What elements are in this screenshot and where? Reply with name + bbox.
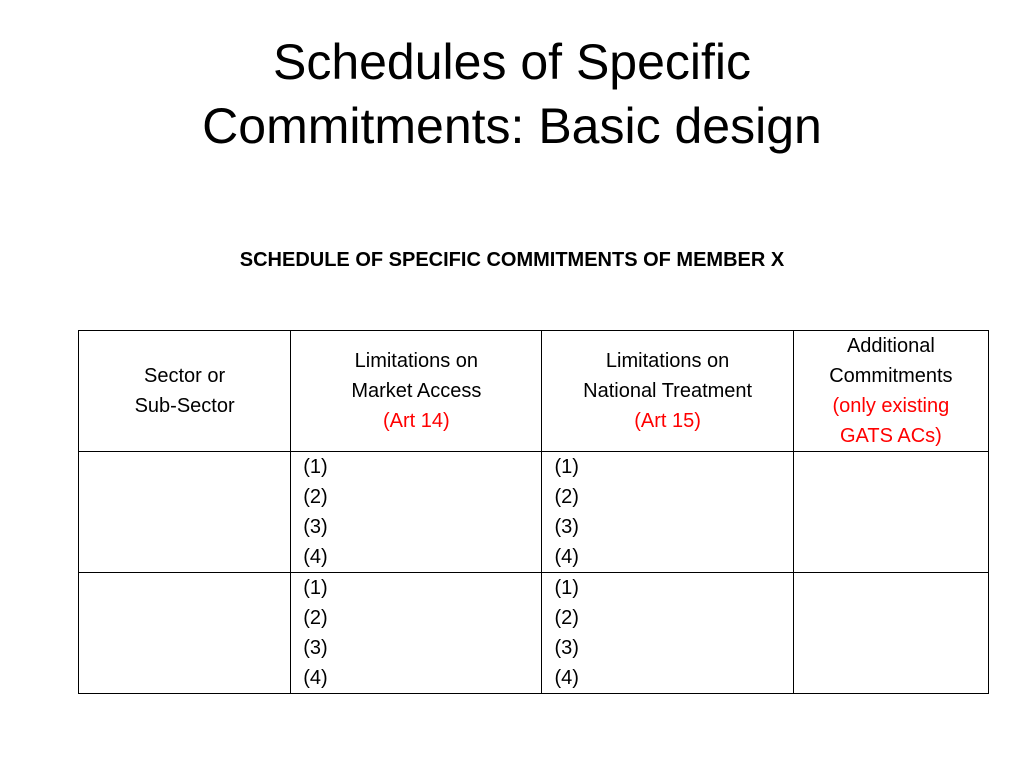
mode-item: (2) [554,607,579,629]
slide-title [0,30,1024,158]
mode-item: (1) [554,456,579,478]
mode-list [542,573,792,693]
sector-cell [79,452,291,573]
mode-item: (3) [303,637,328,659]
mode-list [291,452,541,572]
mode-item: (1) [554,577,579,599]
table-header-row [79,331,989,452]
mode-item: (4) [303,546,328,568]
mode-item: (4) [554,546,579,568]
header-additional-commitments [793,331,988,452]
header-additional-note-line-2: GATS ACs) [839,425,942,447]
mode-item: (4) [554,667,579,689]
header-national-treatment-line-1: Limitations on [605,350,730,372]
mode-item: (3) [303,516,328,538]
table-row [79,573,989,694]
mode-item: (2) [303,486,328,508]
national-treatment-cell [542,573,793,694]
schedule-table [78,330,989,694]
header-additional-line-2: Commitments [829,365,953,387]
slide-title-line-1: Schedules of Specific [272,34,752,90]
additional-commitments-cell [793,452,988,573]
table-row [79,452,989,573]
header-market-access-line-2: Market Access [351,380,482,402]
mode-item: (2) [554,486,579,508]
mode-item: (4) [303,667,328,689]
slide-title-line-2: Commitments: Basic design [202,98,822,154]
mode-item: (1) [303,577,328,599]
mode-list [542,452,792,572]
market-access-cell [291,573,542,694]
national-treatment-cell [542,452,793,573]
header-sector-line-1: Sector or [144,365,226,387]
header-national-treatment-article: (Art 15) [634,410,701,432]
header-additional-line-1: Additional [846,335,935,357]
header-national-treatment [542,331,793,452]
header-sector [79,331,291,452]
sector-cell [79,573,291,694]
mode-item: (1) [303,456,328,478]
schedule-heading: SCHEDULE OF SPECIFIC COMMITMENTS OF MEMBER X [239,249,785,271]
header-additional-note-line-1: (only existing [832,395,950,417]
header-sector-line-2: Sub-Sector [134,395,235,417]
header-market-access [291,331,542,452]
header-national-treatment-line-2: National Treatment [583,380,753,402]
additional-commitments-cell [793,573,988,694]
mode-item: (3) [554,516,579,538]
mode-item: (2) [303,607,328,629]
mode-item: (3) [554,637,579,659]
market-access-cell [291,452,542,573]
header-market-access-line-1: Limitations on [354,350,479,372]
header-market-access-article: (Art 14) [383,410,450,432]
mode-list [291,573,541,693]
